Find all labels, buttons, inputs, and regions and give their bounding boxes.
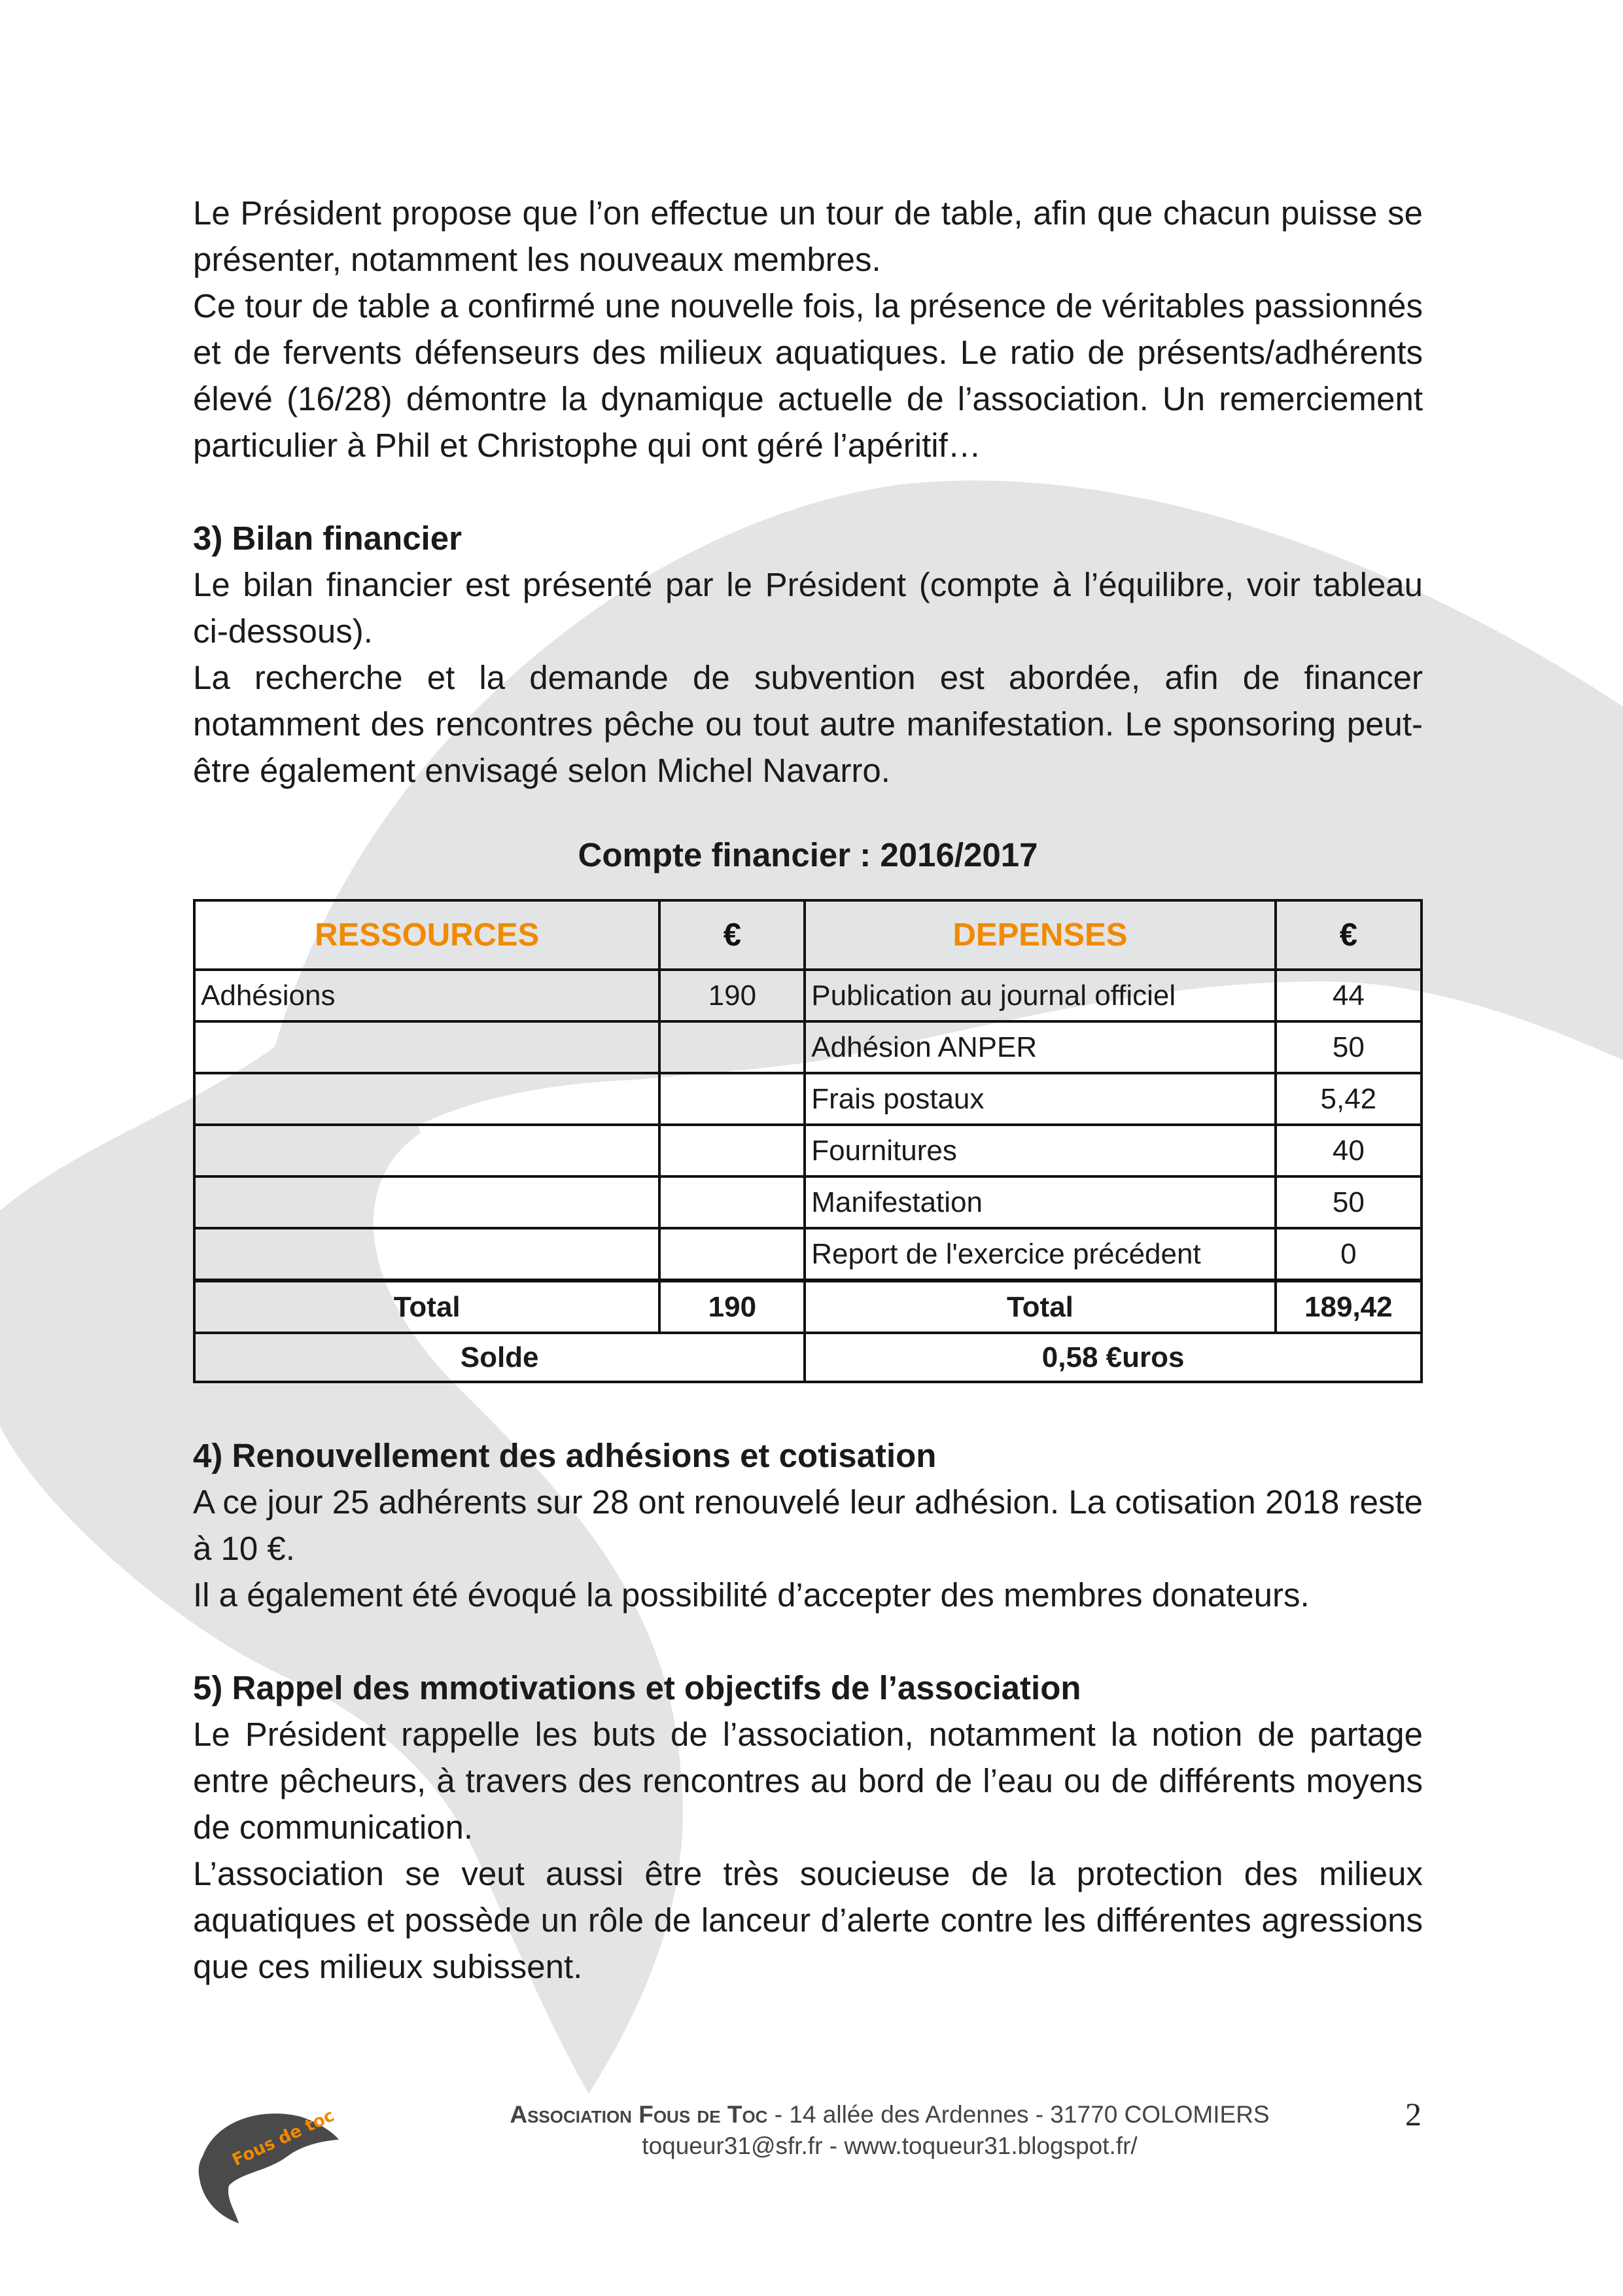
header-depenses: DEPENSES [805,900,1275,970]
footer-address [497,2099,1282,2162]
table-row [194,1228,1422,1280]
depense-cell: Adhésion ANPER [805,1021,1275,1073]
section-4-paragraph-2: Il a également été évoqué la possibilité d’accepter des membres donateurs. [193,1576,1310,1614]
ressource-amount-cell [659,1228,805,1280]
section-5-paragraph-1: Le Président rappelle les buts de l’association, notamment la notion de partage entre pêcheurs, à travers des rencontres au bord de l’eau ou de différents moyens de communication. [193,1716,1423,1846]
depense-cell: Manifestation [805,1176,1275,1228]
intro-paragraph-2: Ce tour de table a confirmé une nouvelle fois, la présence de véritables passionnés et de fervents défenseurs des milieux aquatiques. Le ratio de présents/adhérents élevé (16/28) démontre la dynamique actuelle de l’association. Un remerciement particulier à Phil et Christophe qui ont géré l’apéritif… [193,287,1423,464]
ressource-amount-cell [659,1021,805,1073]
footer-association-name: Association Fous de Toc [510,2101,768,2128]
table-row [194,1073,1422,1125]
document-body [193,190,1423,1990]
depense-amount-cell: 50 [1276,1021,1422,1073]
section-4-title: 4) Renouvellement des adhésions et cotisation [193,1437,937,1474]
solde-label: Solde [194,1333,805,1382]
ressource-amount-cell: 190 [659,970,805,1021]
ressource-amount-cell [659,1176,805,1228]
section-4-paragraph-1: A ce jour 25 adhérents sur 28 ont renouvelé leur adhésion. La cotisation 2018 reste à 10 €. [193,1483,1423,1567]
section-3-paragraph-1: Le bilan financier est présenté par le Président (compte à l’équilibre, voir tableau ci-dessous). [193,566,1423,650]
table-header-row [194,900,1422,970]
ressource-cell [194,1125,659,1176]
intro-paragraph-1: Le Président propose que l’on effectue un tour de table, afin que chacun puisse se présenter, notamment les nouveaux membres. [193,194,1423,278]
total-row [194,1280,1422,1333]
table-row [194,1176,1422,1228]
table-row [194,970,1422,1021]
depense-amount-cell: 40 [1276,1125,1422,1176]
depense-cell: Report de l'exercice précédent [805,1228,1275,1280]
footer-contact[interactable]: toqueur31@sfr.fr - www.toqueur31.blogspot.fr/ [642,2132,1138,2159]
footer-address-text: - 14 allée des Ardennes - 31770 COLOMIERS [767,2101,1270,2128]
table-title: Compte financier : 2016/2017 [578,836,1038,874]
depense-cell: Publication au journal officiel [805,970,1275,1021]
ressource-cell [194,1021,659,1073]
table-row [194,1125,1422,1176]
fish-logo [190,2094,340,2225]
depense-cell: Fournitures [805,1125,1275,1176]
ressource-cell [194,1073,659,1125]
ressource-amount-cell [659,1125,805,1176]
solde-row [194,1333,1422,1382]
depense-amount-cell: 0 [1276,1228,1422,1280]
ressource-cell [194,1228,659,1280]
solde-value: 0,58 €uros [805,1333,1422,1382]
depense-amount-cell: 5,42 [1276,1073,1422,1125]
header-ressources: RESSOURCES [194,900,659,970]
section-3-paragraph-2: La recherche et la demande de subvention est abordée, afin de financer notamment des rencontres pêche ou tout autre manifestation. Le sponsoring peut-être également envisagé selon Michel Navarro. [193,659,1423,789]
total-amount-left: 190 [659,1280,805,1333]
depense-amount-cell: 50 [1276,1176,1422,1228]
header-currency-1: € [659,900,805,970]
page-footer [0,2081,1623,2277]
total-label-left: Total [194,1280,659,1333]
depense-amount-cell: 44 [1276,970,1422,1021]
section-5-paragraph-2: L’association se veut aussi être très soucieuse de la protection des milieux aquatiques et possède un rôle de lanceur d’alerte contre les différentes agressions que ces milieux subissent. [193,1855,1423,1985]
logo-text: Fous de toc [229,2106,338,2170]
depense-cell: Frais postaux [805,1073,1275,1125]
section-5-title: 5) Rappel des mmotivations et objectifs de l’association [193,1669,1081,1706]
total-amount-right: 189,42 [1276,1280,1422,1333]
header-currency-2: € [1276,900,1422,970]
ressource-cell [194,1176,659,1228]
financial-table [193,899,1423,1383]
ressource-cell: Adhésions [194,970,659,1021]
section-3-title: 3) Bilan financier [193,520,462,557]
ressource-amount-cell [659,1073,805,1125]
table-row [194,1021,1422,1073]
page-number: 2 [1405,2096,1422,2132]
total-label-right: Total [805,1280,1275,1333]
